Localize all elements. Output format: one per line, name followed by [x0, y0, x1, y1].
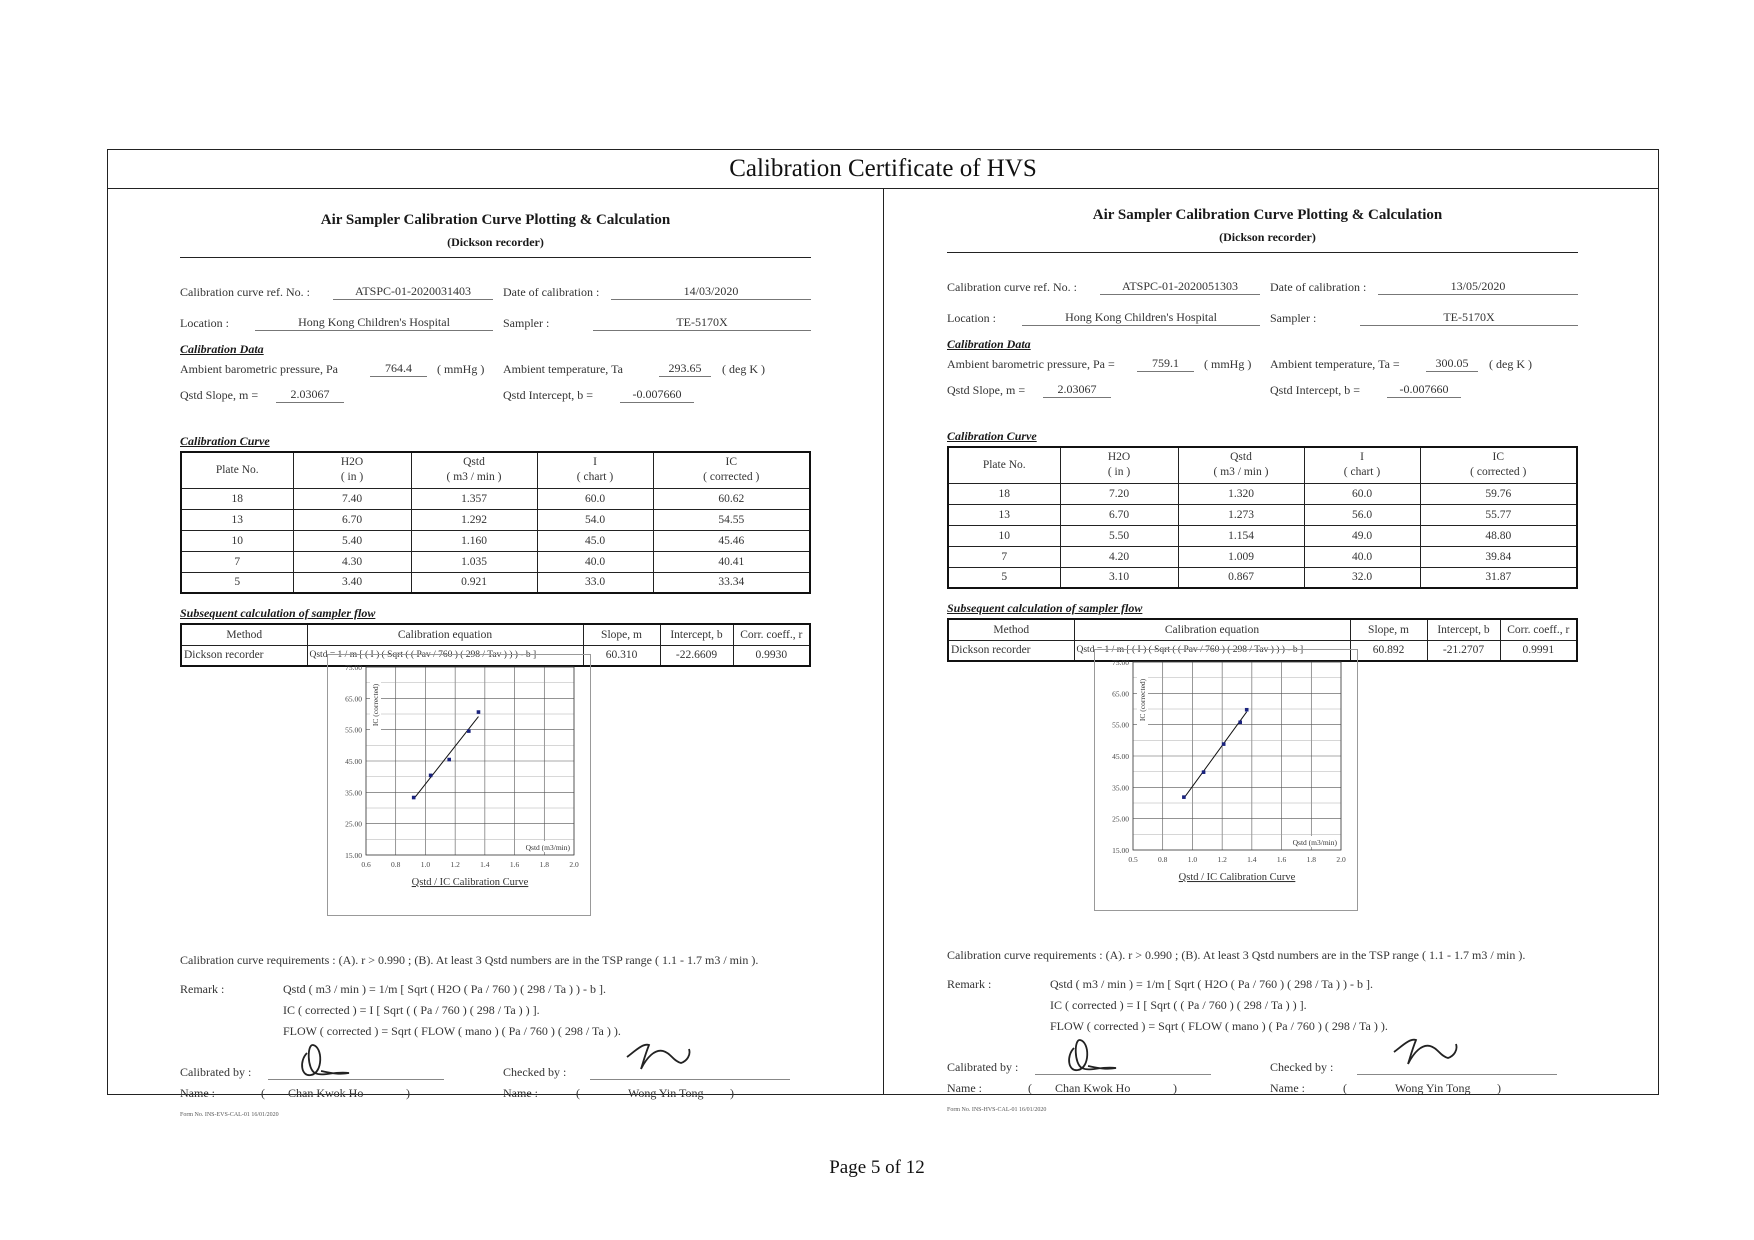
calibrated-name-label: Name :: [180, 1086, 215, 1100]
y-tick-label: 55.00: [1112, 720, 1129, 730]
slope-value: 2.03067: [1043, 382, 1111, 398]
x-tick-label: 2.0: [1336, 855, 1346, 864]
calibration-chart: [1094, 649, 1358, 911]
location: Hong Kong Children's Hospital: [255, 315, 493, 331]
y-tick-label: 35.00: [345, 788, 362, 798]
calibration-date: 13/05/2020: [1378, 279, 1578, 295]
date-label: Date of calibration :: [503, 285, 600, 299]
table-row: 13 6.70 1.292 54.0 54.55: [181, 509, 810, 530]
checked-by-label: Checked by :: [503, 1065, 567, 1079]
x-tick-label: 0.8: [391, 860, 401, 869]
heading-divider: [947, 252, 1578, 253]
slope-label: Qstd Slope, m =: [947, 383, 1026, 397]
checked-name-label: Name :: [1270, 1081, 1305, 1095]
panel-subheading: (Dickson recorder): [447, 235, 544, 249]
temperature-value: 300.05: [1426, 356, 1478, 372]
header-qstd: Qstd ( m3 / min ): [411, 452, 537, 488]
x-tick-label: 1.4: [480, 860, 490, 869]
slope-label: Qstd Slope, m =: [180, 388, 259, 402]
close-paren: ): [1173, 1081, 1177, 1095]
remark-line-1: Qstd ( m3 / min ) = 1/m [ Sqrt ( H2O ( Pa / 760 ) ( 298 / Ta ) ) - b ].: [1050, 977, 1374, 991]
ref-no: ATSPC-01-2020051303: [1100, 279, 1260, 295]
sampler-model: TE-5170X: [593, 315, 811, 331]
panel-heading: Air Sampler Calibration Curve Plotting & Calculation: [1092, 207, 1443, 223]
data-point: [1222, 742, 1226, 746]
panel-subheading: (Dickson recorder): [1219, 230, 1316, 244]
x-tick-label: 1.2: [1217, 855, 1227, 864]
calibrated-name: Chan Kwok Ho: [1055, 1081, 1131, 1095]
temperature-unit: ( deg K ): [1489, 357, 1532, 371]
y-tick-label: 35.00: [1112, 783, 1129, 793]
date-label: Date of calibration :: [1270, 280, 1367, 294]
y-tick-label: 25.00: [1112, 814, 1129, 824]
header-plate: Plate No.: [181, 452, 293, 488]
flow-title: Subsequent calculation of sampler flow: [947, 601, 1143, 615]
slope-value: 2.03067: [276, 387, 344, 403]
calibration-data-title: Calibration Data: [180, 342, 264, 356]
y-tick-label: 45.00: [1112, 752, 1129, 761]
close-paren: ): [730, 1086, 734, 1100]
temperature-value: 293.65: [659, 361, 711, 377]
calibrated-by-label: Calibrated by :: [180, 1065, 252, 1079]
open-paren: (: [261, 1086, 265, 1100]
table-row: 7 4.30 1.035 40.0 40.41: [181, 551, 810, 572]
open-paren: (: [576, 1086, 580, 1100]
flow-table-header: Method Calibration equation Slope, m Intercept, b Corr. coeff., r: [948, 619, 1577, 640]
form-number: Form No. INS-HVS-CAL-01 16/01/2020: [947, 1107, 1047, 1113]
remark-label: Remark :: [947, 977, 992, 991]
requirements-text: Calibration curve requirements : (A). r > 0.990 ; (B). At least 3 Qstd numbers are in the TSP range ( 1.1 - 1.7 m3 / min ).: [180, 953, 759, 967]
data-point: [1202, 770, 1206, 774]
checked-name: Wong Yin Tong: [628, 1086, 704, 1100]
pressure-value: 759.1: [1137, 356, 1194, 372]
chart-svg: [1095, 650, 1359, 912]
page-number: Page 5 of 12: [829, 1157, 925, 1178]
pressure-unit: ( mmHg ): [1204, 357, 1252, 371]
y-tick-label: 75.00: [345, 663, 362, 672]
data-point: [429, 774, 433, 778]
x-axis-label: Qstd (m3/min): [525, 843, 570, 852]
flow-title: Subsequent calculation of sampler flow: [180, 606, 376, 620]
checked-by-signature: [1390, 1030, 1470, 1070]
panel-heading: Air Sampler Calibration Curve Plotting & Calculation: [320, 212, 671, 228]
location-label: Location :: [180, 316, 229, 330]
x-tick-label: 1.8: [1306, 855, 1316, 864]
x-tick-label: 1.6: [1276, 855, 1287, 864]
calibration-curve-title: Calibration Curve: [947, 429, 1037, 443]
requirements-text: Calibration curve requirements : (A). r > 0.990 ; (B). At least 3 Qstd numbers are in the TSP range ( 1.1 - 1.7 m3 / min ).: [947, 948, 1526, 962]
intercept-label: Qstd Intercept, b =: [503, 388, 594, 402]
calibration-table-header: [181, 452, 810, 488]
ref-label: Calibration curve ref. No. :: [180, 285, 310, 299]
flow-table-header: Method Calibration equation Slope, m Intercept, b Corr. coeff., r: [181, 624, 810, 645]
close-paren: ): [1497, 1081, 1501, 1095]
close-paren: ): [406, 1086, 410, 1100]
intercept-value: -0.007660: [620, 387, 694, 403]
calibration-date: 14/03/2020: [611, 284, 811, 300]
header-h2o: H2O ( in ): [1060, 447, 1178, 483]
temperature-label: Ambient temperature, Ta: [503, 362, 623, 376]
data-point: [412, 796, 416, 800]
calibrated-name-label: Name :: [947, 1081, 982, 1095]
x-tick-label: 2.0: [569, 860, 579, 869]
x-tick-label: 1.0: [1187, 855, 1198, 864]
header-h2o: H2O ( in ): [293, 452, 411, 488]
checked-by-signature: [623, 1035, 703, 1075]
ref-label: Calibration curve ref. No. :: [947, 280, 1077, 294]
table-row: 5 3.10 0.867 32.0 31.87: [948, 567, 1577, 588]
open-paren: (: [1028, 1081, 1032, 1095]
y-tick-label: 75.00: [1112, 658, 1129, 667]
checked-by-label: Checked by :: [1270, 1060, 1334, 1074]
x-tick-label: 0.5: [1128, 855, 1138, 864]
calibration-panel-left: [108, 189, 884, 1118]
x-tick-label: 0.8: [1158, 855, 1168, 864]
chart-title: Qstd / IC Calibration Curve: [1178, 872, 1296, 883]
ref-no: ATSPC-01-2020031403: [333, 284, 493, 300]
data-point: [447, 758, 451, 762]
y-tick-label: 65.00: [1112, 689, 1129, 699]
checked-signature-line: [1357, 1074, 1557, 1075]
calibration-data-title: Calibration Data: [947, 337, 1031, 351]
header-ic: IC ( corrected ): [1420, 447, 1577, 483]
checked-name: Wong Yin Tong: [1395, 1081, 1471, 1095]
sampler-label: Sampler :: [503, 316, 550, 330]
calibrated-by-signature: [293, 1039, 363, 1081]
y-axis-label: IC (corrected): [1138, 678, 1147, 722]
table-row: 18 7.20 1.320 60.0 59.76: [948, 483, 1577, 504]
remark-label: Remark :: [180, 982, 225, 996]
temperature-unit: ( deg K ): [722, 362, 765, 376]
remark-line-2: IC ( corrected ) = I [ Sqrt ( ( Pa / 760 ) ( 298 / Ta ) ) ].: [1050, 998, 1307, 1012]
chart-title: Qstd / IC Calibration Curve: [411, 877, 529, 888]
table-row: Dickson recorder Qstd = 1 / m [ ( I ) ( Sqrt ( ( Pav / 760 ) ( 298 / Tav ) ) ) - b ] 60.892 -21.2707 0.9991: [948, 640, 1577, 661]
header-plate: Plate No.: [948, 447, 1060, 483]
open-paren: (: [1343, 1081, 1347, 1095]
y-axis-label: IC (corrected): [371, 683, 380, 727]
x-axis-label: Qstd (m3/min): [1292, 838, 1337, 847]
pressure-unit: ( mmHg ): [437, 362, 485, 376]
table-row: 7 4.20 1.009 40.0 39.84: [948, 546, 1577, 567]
location: Hong Kong Children's Hospital: [1022, 310, 1260, 326]
temperature-label: Ambient temperature, Ta =: [1270, 357, 1400, 371]
calibration-chart: [327, 654, 591, 916]
trendline: [414, 717, 479, 799]
intercept-value: -0.007660: [1387, 382, 1461, 398]
calibration-curve-title: Calibration Curve: [180, 434, 270, 448]
x-tick-label: 1.4: [1247, 855, 1257, 864]
remark-line-1: Qstd ( m3 / min ) = 1/m [ Sqrt ( H2O ( Pa / 760 ) ( 298 / Ta ) ) - b ].: [283, 982, 607, 996]
checked-signature-line: [590, 1079, 790, 1080]
chart-svg: [328, 655, 592, 917]
x-tick-label: 1.2: [450, 860, 460, 869]
remark-line-3: FLOW ( corrected ) = Sqrt ( FLOW ( mano ) ( Pa / 760 ) ( 298 / Ta ) ).: [283, 1024, 621, 1038]
form-number: Form No. INS-EVS-CAL-01 16/01/2020: [180, 1112, 279, 1118]
y-tick-label: 55.00: [345, 725, 362, 735]
header-i: I ( chart ): [537, 452, 653, 488]
x-tick-label: 1.6: [509, 860, 520, 869]
checked-name-label: Name :: [503, 1086, 538, 1100]
data-point: [467, 729, 471, 733]
pressure-label: Ambient barometric pressure, Pa: [180, 362, 338, 376]
table-row: 18 7.40 1.357 60.0 60.62: [181, 488, 810, 509]
calibrated-by-label: Calibrated by :: [947, 1060, 1019, 1074]
y-tick-label: 15.00: [1112, 846, 1129, 855]
table-row: 10 5.40 1.160 45.0 45.46: [181, 530, 810, 551]
header-qstd: Qstd ( m3 / min ): [1178, 447, 1304, 483]
pressure-value: 764.4: [370, 361, 427, 377]
pressure-label: Ambient barometric pressure, Pa =: [947, 357, 1115, 371]
data-point: [477, 710, 481, 714]
x-tick-label: 0.6: [361, 860, 371, 869]
x-tick-label: 1.0: [420, 860, 431, 869]
calibration-panel-right: [884, 189, 1660, 1113]
remark-line-2: IC ( corrected ) = I [ Sqrt ( ( Pa / 760 ) ( 298 / Ta ) ) ].: [283, 1003, 540, 1017]
calibration-table: [180, 451, 811, 594]
x-tick-label: 1.8: [539, 860, 549, 869]
remark-line-3: FLOW ( corrected ) = Sqrt ( FLOW ( mano ) ( Pa / 760 ) ( 298 / Ta ) ).: [1050, 1019, 1388, 1033]
table-row: 10 5.50 1.154 49.0 48.80: [948, 525, 1577, 546]
calibrated-by-signature: [1060, 1034, 1130, 1076]
calibration-table: [947, 446, 1578, 589]
table-row: 13 6.70 1.273 56.0 55.77: [948, 504, 1577, 525]
calibration-table-header: [948, 447, 1577, 483]
data-point: [1238, 720, 1242, 724]
y-tick-label: 15.00: [345, 851, 362, 860]
y-tick-label: 65.00: [345, 694, 362, 704]
table-row: 5 3.40 0.921 33.0 33.34: [181, 572, 810, 593]
y-tick-label: 45.00: [345, 757, 362, 766]
header-i: I ( chart ): [1304, 447, 1420, 483]
sampler-label: Sampler :: [1270, 311, 1317, 325]
certificate-title: Calibration Certificate of HVS: [108, 150, 1658, 189]
sampler-model: TE-5170X: [1360, 310, 1578, 326]
calibrated-name: Chan Kwok Ho: [288, 1086, 364, 1100]
y-tick-label: 25.00: [345, 819, 362, 829]
data-point: [1182, 795, 1186, 799]
location-label: Location :: [947, 311, 996, 325]
table-row: Dickson recorder Qstd = 1 / m [ ( I ) ( Sqrt ( ( Pav / 760 ) ( 298 / Tav ) ) ) - b ] 60.310 -22.6609 0.9930: [181, 645, 810, 666]
panels: [108, 189, 1658, 1118]
header-ic: IC ( corrected ): [653, 452, 810, 488]
intercept-label: Qstd Intercept, b =: [1270, 383, 1361, 397]
data-point: [1245, 708, 1249, 712]
certificate: [107, 149, 1659, 1118]
heading-divider: [180, 257, 811, 258]
